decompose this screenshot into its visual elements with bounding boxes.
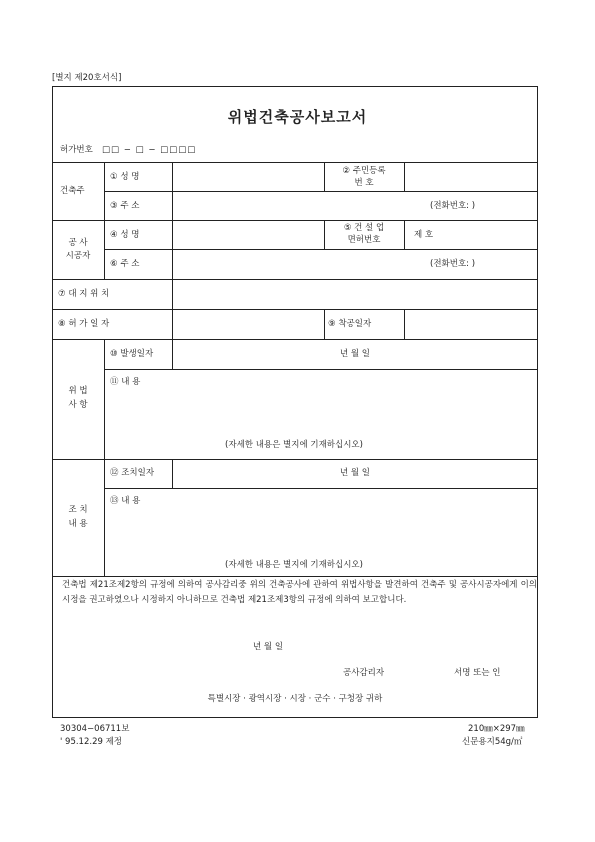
violation-date-line — [104, 369, 538, 370]
owner-group-label: 건축주 — [60, 186, 85, 196]
paper-type: 신문용지54g/㎡ — [462, 737, 523, 747]
report-statement: 건축법 제21조제2항의 규정에 의하여 공사감리중 위의 건축공사에 관하여 위법사항을 발견하여 건축주 및 공사시공자에게 이의 시정을 권고하였으나 시정하지 아니하므로 건축법 제21조제3항의 규정에 의하여 보고합니다. — [62, 580, 537, 605]
supervisor-label: 공사감리자 — [343, 668, 385, 678]
action-bottom-line — [52, 576, 538, 577]
action-content-label: ⑬ 내 용 — [110, 496, 141, 506]
contractor-mid-line — [104, 249, 538, 250]
established-date: ' 95.12.29 제정 — [60, 737, 123, 747]
page-title: 위법건축공사보고서 — [227, 108, 368, 126]
owner-phone: (전화번호: ) — [430, 201, 476, 211]
violation-group-label-2: 사 항 — [68, 400, 88, 410]
license-right-line — [404, 220, 405, 249]
violation-content-label: ⑪ 내 용 — [110, 377, 141, 387]
contractor-phone: (전화번호: ) — [430, 259, 476, 269]
start-date-right-line — [404, 309, 405, 339]
owner-id-label-1: ② 주민등록 — [342, 166, 386, 176]
start-date-left-line — [324, 309, 325, 339]
contractor-name-label: ④ 성 명 — [110, 230, 140, 240]
form-code: 30304−06711보 — [60, 724, 130, 734]
permit-date-bottom-line — [52, 339, 538, 340]
violation-date-value: 년 월 일 — [339, 349, 371, 359]
signature-label: 서명 또는 인 — [454, 668, 501, 678]
recipient-line: 특별시장 · 광역시장 · 시장 · 군수 · 구청장 귀하 — [207, 694, 383, 704]
site-location-label: ⑦ 대 지 위 치 — [58, 289, 110, 299]
license-label-2: 면허번호 — [347, 235, 381, 245]
contractor-group-label-1: 공 사 — [68, 238, 88, 248]
label-col-line-1 — [172, 162, 173, 279]
site-bottom-line — [52, 309, 538, 310]
action-date-value: 년 월 일 — [339, 468, 371, 478]
site-label-line — [172, 279, 173, 339]
contractor-address-label: ⑥ 주 소 — [110, 259, 140, 269]
action-date-line — [104, 488, 538, 489]
action-date-label: ⑫ 조치일자 — [110, 468, 155, 478]
owner-name-label: ① 성 명 — [110, 172, 140, 182]
owner-mid-line — [104, 191, 538, 192]
start-date-label: ⑨ 착공일자 — [328, 319, 372, 329]
action-note: (자세한 내용은 별지에 기재하십시오) — [225, 560, 363, 570]
paper-size: 210㎜×297㎜ — [468, 724, 525, 734]
license-label-1: ⑤ 건 설 업 — [343, 223, 385, 233]
license-value: 제 호 — [414, 230, 434, 240]
report-date: 년 월 일 — [253, 642, 284, 652]
contractor-group-label-2: 시공자 — [65, 251, 91, 261]
violation-note: (자세한 내용은 별지에 기재하십시오) — [225, 440, 363, 450]
violation-bottom-line — [52, 459, 538, 460]
owner-id-label-2: 번 호 — [354, 178, 374, 188]
owner-id-right-line — [404, 162, 405, 191]
group-col-line-2 — [104, 339, 105, 576]
table-top-line — [52, 162, 538, 163]
contractor-bottom-line — [52, 279, 538, 280]
violation-date-label: ⑩ 발생일자 — [110, 349, 154, 359]
action-group-label-1: 조 치 — [68, 505, 88, 515]
permit-number-value: □□ − □ − □□□□ — [102, 145, 197, 155]
permit-date-label: ⑧ 허 가 일 자 — [58, 319, 110, 329]
owner-bottom-line — [52, 220, 538, 221]
violation-group-label-1: 위 법 — [68, 386, 88, 396]
owner-address-label: ③ 주 소 — [110, 201, 140, 211]
form-number: [별지 제20호서식] — [52, 73, 122, 83]
group-col-line-1 — [104, 162, 105, 279]
action-group-label-2: 내 용 — [68, 519, 88, 529]
permit-number-label: 허가번호 — [60, 145, 93, 155]
